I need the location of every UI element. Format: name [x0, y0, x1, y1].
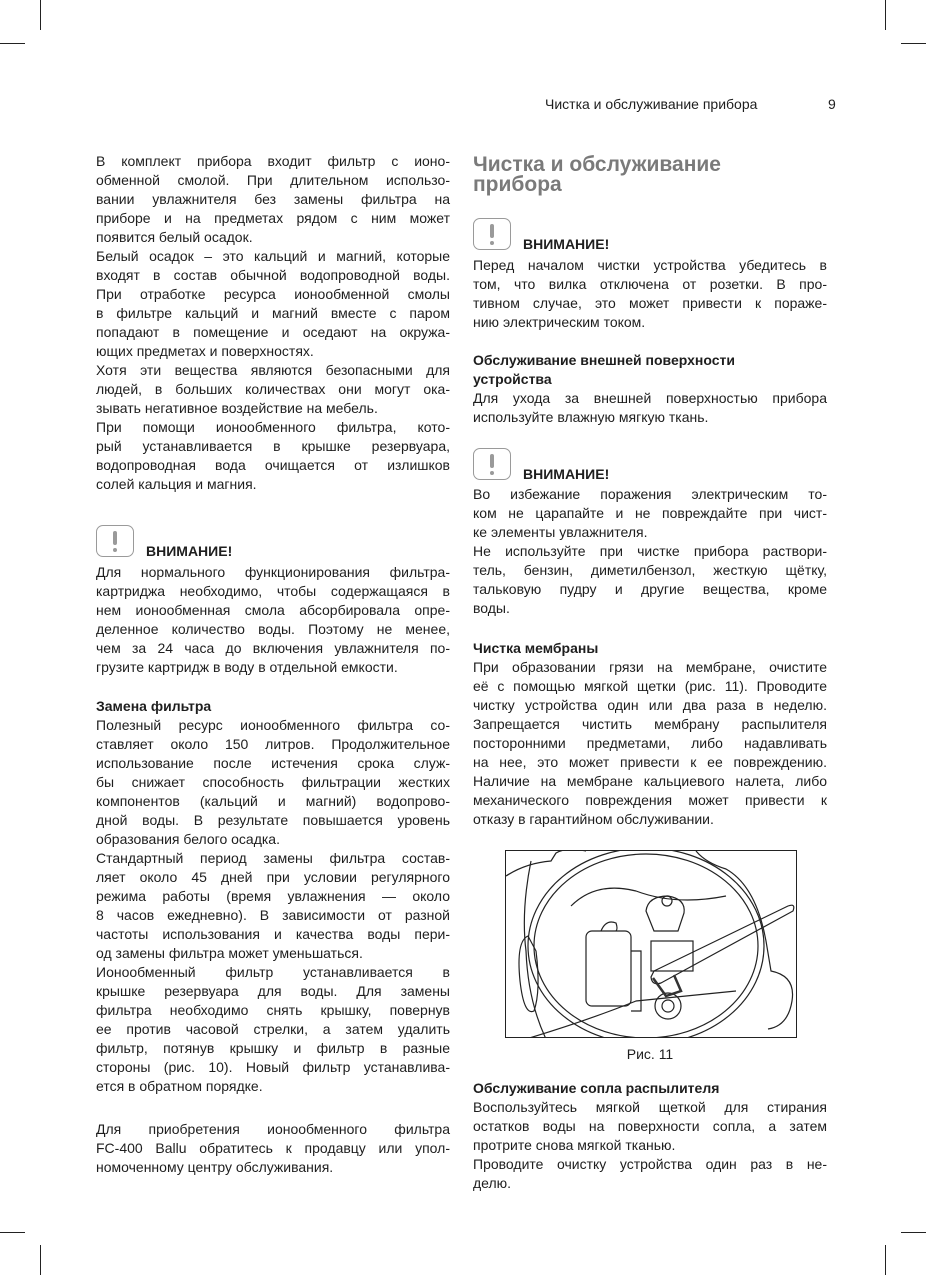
paragraph [96, 361, 450, 418]
paragraph [96, 716, 450, 849]
text-line: ющих предметах и поверхностях. [96, 343, 314, 359]
text-line: том, что вилка отключена от розетки. В про- [473, 276, 827, 292]
crop-mark [885, 0, 886, 30]
text-line: При образовании грязи на мембране, очистите [473, 659, 827, 675]
text-line: картриджа необходимо, чтобы содержащаяся в [96, 583, 450, 599]
text-line: делю. [473, 1175, 512, 1191]
text-line: FC-400 Ballu обратитесь к продавцу или упол- [96, 1140, 450, 1156]
purchase-text [96, 1120, 450, 1177]
paragraph [473, 485, 827, 542]
text-line: Для приобретения ионообменного фильтра [96, 1121, 450, 1137]
text-line: В комплект прибора входит фильтр с ионо- [96, 153, 450, 169]
text-line: протрите снова мягкой тканью. [473, 1137, 676, 1153]
crop-mark [885, 1245, 886, 1275]
text-line: в фильтре кальций и магний вместе с паром [96, 305, 450, 321]
crop-mark [901, 1232, 926, 1233]
text-line: рый устанавливается в крышке резервуара, [96, 438, 450, 454]
heading-line: устройства [473, 371, 552, 387]
text-line: ляет около 45 дней при условии регулярного [96, 869, 450, 885]
warning-exclamation-icon [473, 218, 511, 250]
text-line: водопроводная вода очищается от излишков [96, 457, 450, 473]
text-line: Полезный ресурс ионообменного фильтра со- [96, 717, 450, 733]
warning-exclamation-icon [96, 525, 134, 557]
text-line: деленное количество воды. Поэтому не менее, [96, 621, 450, 637]
warning-exclamation-icon [473, 448, 511, 480]
text-line: на нее, это может привести к ее повреждению. [473, 754, 827, 770]
paragraph [473, 658, 827, 829]
text-line: Перед началом чистки устройства убедитесь в [473, 257, 827, 273]
replace-filter-text [96, 716, 450, 1096]
crop-mark [901, 43, 926, 44]
figure-caption: Рис. 11 [626, 1046, 674, 1062]
section-heading: Замена фильтра [96, 698, 212, 714]
text-line: чем за 24 часа до включения увлажнителя по- [96, 640, 450, 656]
text-line: посторонними предметами, либо надавливать [473, 735, 827, 751]
text-line: вании увлажнителя без замены фильтра на [96, 191, 450, 207]
text-line: солей кальция и магния. [96, 476, 257, 492]
text-line: частоты использования и качества воды пери- [96, 926, 450, 942]
exterior-text [473, 389, 827, 427]
text-line: стороны (рис. 10). Новый фильтр устанавлива- [96, 1059, 450, 1075]
warning-text [96, 563, 450, 677]
text-line: её с помощью мягкой щетки (рис. 11). Проводите [473, 678, 827, 694]
text-line: фильтра необходимо снять крышку, повернув [96, 1002, 450, 1018]
text-line: воды. [473, 600, 510, 616]
warning-label: ВНИМАНИЕ! [523, 466, 610, 482]
paragraph [473, 542, 827, 618]
text-line: используйте влажную мягкую ткань. [473, 409, 709, 425]
text-line: од замены фильтра может уменьшаться. [96, 945, 363, 961]
text-line: фильтр, потянув крышку и фильтр в разные [96, 1040, 450, 1056]
text-line: крышке резервуара для воды. Для замены [96, 983, 450, 999]
text-line: появится белый осадок. [96, 229, 253, 245]
text-line: ставляет около 150 литров. Продолжительное [96, 736, 450, 752]
paragraph [473, 1155, 827, 1193]
membrane-text [473, 658, 827, 829]
text-line: тель, бензин, диметилбензол, жесткую щётку, [473, 562, 827, 578]
paragraph [96, 418, 450, 494]
text-line: образования белого осадка. [96, 831, 280, 847]
warning-label: ВНИМАНИЕ! [523, 236, 610, 252]
paragraph [96, 247, 450, 361]
text-line: Для нормального функционирования фильтра- [96, 564, 450, 580]
figure-11-membrane-cleaning [505, 850, 797, 1038]
text-line: Проводите очистку устройства один раз в не- [473, 1156, 827, 1172]
text-line: Стандартный период замены фильтра состав- [96, 850, 450, 866]
text-line: механического повреждения может привести к [473, 792, 827, 808]
text-line: входят в состав обычной водопроводной воды. [96, 267, 450, 283]
text-line: тальковую пудру и другие вещества, кроме [473, 581, 827, 597]
text-line: дной воды. В результате повышается уровень [96, 812, 450, 828]
heading-line: Обслуживание внешней поверхности [473, 352, 735, 368]
text-line: зывать негативное воздействие на мебель. [96, 400, 378, 416]
text-line: Белый осадок – это кальций и магний, которые [96, 248, 450, 264]
text-line: режима работы (время увлажнения — около [96, 888, 450, 904]
running-header: Чистка и обслуживание прибора [545, 96, 758, 112]
paragraph [96, 963, 450, 1096]
text-line: 8 часов ежедневно). В зависимости от разной [96, 907, 450, 923]
section-heading: Чистка мембраны [473, 640, 599, 656]
warning-label: ВНИМАНИЕ! [146, 543, 233, 559]
text-line: компонентов (кальций и магний) водопрово- [96, 793, 450, 809]
paragraph [96, 1120, 450, 1177]
title-line: прибора [473, 173, 562, 196]
page-title [473, 155, 721, 195]
text-line: ке элементы увлажнителя. [473, 524, 648, 540]
paragraph [473, 1098, 827, 1155]
text-line: тивном случае, это может привести к пораже- [473, 295, 827, 311]
text-line: ком не царапайте и не повреждайте при чист- [473, 505, 827, 521]
text-line: бы снижает способность фильтрации жестких [96, 774, 450, 790]
text-line: ется в обратном порядке. [96, 1078, 263, 1094]
text-line: Ионообменный фильтр устанавливается в [96, 964, 450, 980]
text-line: грузите картридж в воду в отдельной емкости. [96, 659, 398, 675]
text-line: Во избежание поражения электрическим то- [473, 486, 827, 502]
paragraph [473, 389, 827, 427]
intro-text [96, 152, 450, 494]
text-line: нию электрическим током. [473, 314, 646, 330]
text-line: Наличие на мембране кальциевого налета, либо [473, 773, 827, 789]
warning-text [473, 485, 827, 618]
text-line: При отработке ресурса ионообменной смолы [96, 286, 450, 302]
warning-text [473, 256, 827, 332]
paragraph [473, 256, 827, 332]
text-line: приборе и на предметах рядом с ним может [96, 210, 450, 226]
crop-mark [40, 0, 41, 30]
text-line: использование после истечения срока служ- [96, 755, 450, 771]
text-line: обменной смолой. При длительном использо- [96, 172, 450, 188]
title-line: Чистка и обслуживание [473, 153, 721, 176]
text-line: ее против часовой стрелки, а затем удалить [96, 1021, 450, 1037]
text-line: нем ионообменная смола абсорбировала опре- [96, 602, 450, 618]
text-line: чистку устройства один или два раза в неделю. [473, 697, 827, 713]
page-number: 9 [828, 96, 836, 112]
section-heading [473, 351, 827, 389]
nozzle-text [473, 1098, 827, 1193]
text-line: попадают в помещение и оседают на окружа- [96, 324, 450, 340]
paragraph [96, 849, 450, 963]
text-line: людей, в больших количествах они могут ока- [96, 381, 450, 397]
section-heading: Обслуживание сопла распылителя [473, 1080, 720, 1096]
paragraph [96, 152, 450, 247]
text-line: При помощи ионообменного фильтра, кото- [96, 419, 450, 435]
text-line: Для ухода за внешней поверхностью прибора [473, 390, 827, 406]
text-line: отказу в гарантийном обслуживании. [473, 811, 714, 827]
crop-mark [0, 1232, 25, 1233]
paragraph [96, 563, 450, 677]
crop-mark [0, 43, 25, 44]
text-line: Хотя эти вещества являются безопасными для [96, 362, 450, 378]
text-line: Воспользуйтесь мягкой щеткой для стирания [473, 1099, 827, 1115]
crop-mark [40, 1245, 41, 1275]
text-line: Запрещается чистить мембрану распылителя [473, 716, 827, 732]
text-line: остатков воды на поверхности сопла, а затем [473, 1118, 827, 1134]
text-line: Не используйте при чистке прибора раствори- [473, 543, 827, 559]
text-line: номоченному центру обслуживания. [96, 1159, 334, 1175]
